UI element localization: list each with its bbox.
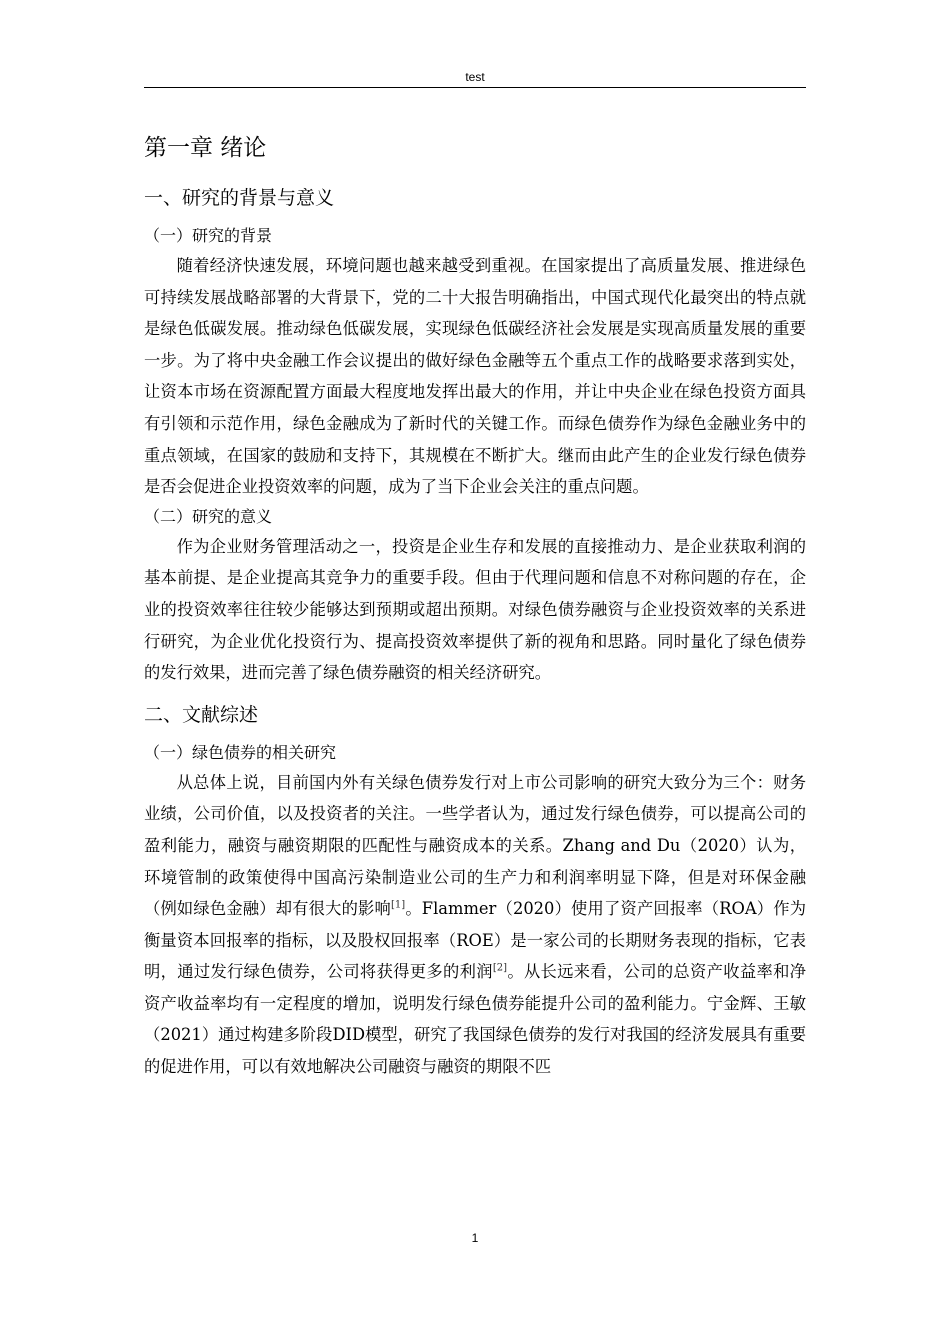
paragraph-background: 随着经济快速发展，环境问题也越来越受到重视。在国家提出了高质量发展、推进绿色可持续发展战略部署的大背景下，党的二十大报告明确指出，中国式现代化最突出的特点就是绿色低碳发展。推动绿色低碳发展，实现绿色低碳经济社会发展是实现高质量发展的重要一步。为了将中央金融工作会议提出的做好绿色金融等五个重点工作的战略要求落到实处，让资本市场在资源配置方面最大程度地发挥出最大的作用，并让中央企业在绿色投资方面具有引领和示范作用，绿色金融成为了新时代的关键工作。而绿色债券作为绿色金融业务中的重点领域，在国家的鼓励和支持下，其规模在不断扩大。继而由此产生的企业发行绿色债券是否会促进企业投资效率的问题，成为了当下企业会关注的重点问题。 xyxy=(144,256,806,497)
paragraph-text-part: 。Flammer（2020）使用了资产回报率（ROA）作为衡量资本回报率的指标，以及股权回报率（ROE）是一家公司的长期财务表现的指标，它表明，通过发行绿色债券，公司将获得更多的利润 xyxy=(144,899,806,982)
citation-ref-1: [1] xyxy=(390,899,406,911)
section-heading-literature: 二、文献综述 xyxy=(144,703,259,726)
citation-ref-2: [2] xyxy=(492,962,507,974)
chapter-title: 第一章 绪论 xyxy=(144,135,267,161)
paragraph-significance: 作为企业财务管理活动之一，投资是企业生存和发展的直接推动力、是企业获取利润的基本前提、是企业提高其竞争力的重要手段。但由于代理问题和信息不对称问题的存在，企业的投资效率往往较少能够达到预期或超出预期。对绿色债券融资与企业投资效率的关系进行研究，为企业优化投资行为、提高投资效率提供了新的视角和思路。同时量化了绿色债券的发行效果，进而完善了绿色债券融资的相关经济研究。 xyxy=(144,536,806,683)
paragraph-text-part: 从总体上说，目前国内外有关绿色债券发行对上市公司影响的研究大致分为三个：财务业绩，公司价值，以及投资者的关注。一些学者认为，通过发行绿色债券，可以提高公司的盈利能力，融资与融资期限的匹配性与融资成本的关系。Zhang and Du（2020）认为，环境管制的政策使得中国高污染制造业公司的生产力和利润率明显下降，但是对环保金融（例如绿色金融）却有很大的影响 xyxy=(144,772,806,919)
page-header: test xyxy=(465,70,485,84)
section-heading-background: 一、研究的背景与意义 xyxy=(144,187,335,209)
paragraph-text-part: 。从长远来看，公司的总资产收益率和净资产收益率均有一定程度的增加，说明发行绿色债券能提升公司的盈利能力。宁金辉、王敏（2021）通过构建多阶段DID模型，研究了我国绿色债券的发行对我国的经济发展具有重要的促进作用，可以有效地解决公司融资与融资的期限不匹 xyxy=(144,962,806,1077)
subsection-heading-green-bonds: （一）绿色债券的相关研究 xyxy=(144,742,337,762)
paragraph-green-bonds xyxy=(144,767,806,1083)
subsection-heading-background: （一）研究的背景 xyxy=(144,226,273,245)
subsection-heading-significance: （二）研究的意义 xyxy=(144,506,273,526)
page-number: 1 xyxy=(471,1231,479,1245)
document-body xyxy=(144,126,806,1083)
header-divider xyxy=(144,87,806,88)
